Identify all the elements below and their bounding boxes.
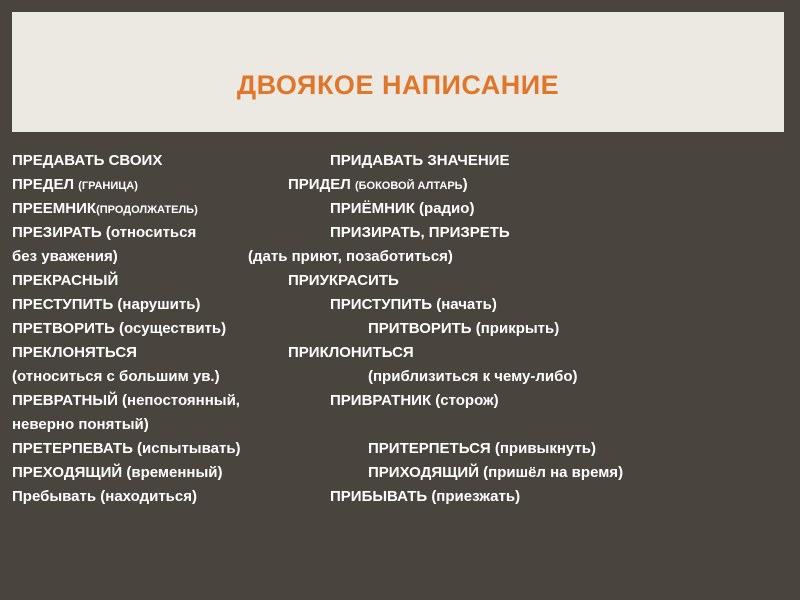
left-word: Пребывать (находиться) — [12, 488, 197, 505]
right-word: ПРИХОДЯЩИЙ (пришёл на время) — [368, 464, 624, 481]
right-word: ПРИТВОРИТЬ (прикрыть) — [368, 320, 560, 337]
right-word: ПРИВРАТНИК (сторож) — [330, 392, 499, 409]
left-word: ПРЕДАВАТЬ СВОИХ — [12, 152, 163, 169]
left-word: ПРЕКЛОНЯТЬСЯ — [12, 344, 137, 361]
left-note: (ГРАНИЦА) — [78, 180, 138, 192]
right-word: ПРИЁМНИК (радио) — [330, 200, 475, 217]
left-word: (относиться с большим ув.) — [12, 368, 220, 385]
right-word: (дать приют, позаботиться) — [248, 248, 453, 265]
right-word: ПРИДЕЛ (БОКОВОЙ АЛТАРЬ) — [288, 176, 468, 193]
left-word: ПРЕДЕЛ (ГРАНИЦА) — [12, 176, 138, 193]
right-word: ПРИСТУПИТЬ (начать) — [330, 296, 497, 313]
left-word: ПРЕЕМНИК(ПРОДОЛЖАТЕЛЬ) — [12, 200, 198, 217]
slide-title: ДВОЯКОЕ НАПИСАНИЕ — [236, 70, 560, 100]
right-word: (приблизиться к чему-либо) — [368, 368, 578, 385]
left-word: ПРЕКРАСНЫЙ — [12, 272, 119, 289]
left-word: ПРЕТЕРПЕВАТЬ (испытывать) — [12, 440, 241, 457]
left-word: ПРЕХОДЯЩИЙ (временный) — [12, 464, 223, 481]
left-word: ПРЕВРАТНЫЙ (непостоянный, — [12, 392, 240, 409]
left-word: неверно понятый) — [12, 416, 149, 433]
right-word: ПРИУКРАСИТЬ — [288, 272, 399, 289]
left-word: ПРЕСТУПИТЬ (нарушить) — [12, 296, 201, 313]
right-word: ПРИТЕРПЕТЬСЯ (привыкнуть) — [368, 440, 597, 457]
right-word: ПРИДАВАТЬ ЗНАЧЕНИЕ — [330, 152, 510, 169]
left-note: (ПРОДОЛЖАТЕЛЬ) — [96, 204, 198, 216]
right-word: ПРИЗИРАТЬ, ПРИЗРЕТЬ — [330, 224, 510, 241]
right-note: (БОКОВОЙ АЛТАРЬ — [354, 180, 463, 192]
left-word: ПРЕЗИРАТЬ (относиться — [12, 224, 197, 241]
right-word: ПРИКЛОНИТЬСЯ — [288, 344, 414, 361]
right-word: ПРИБЫВАТЬ (приезжать) — [330, 488, 521, 505]
title-band — [12, 12, 784, 132]
left-word: ПРЕТВОРИТЬ (осуществить) — [12, 320, 227, 337]
left-word: без уважения) — [12, 248, 118, 265]
